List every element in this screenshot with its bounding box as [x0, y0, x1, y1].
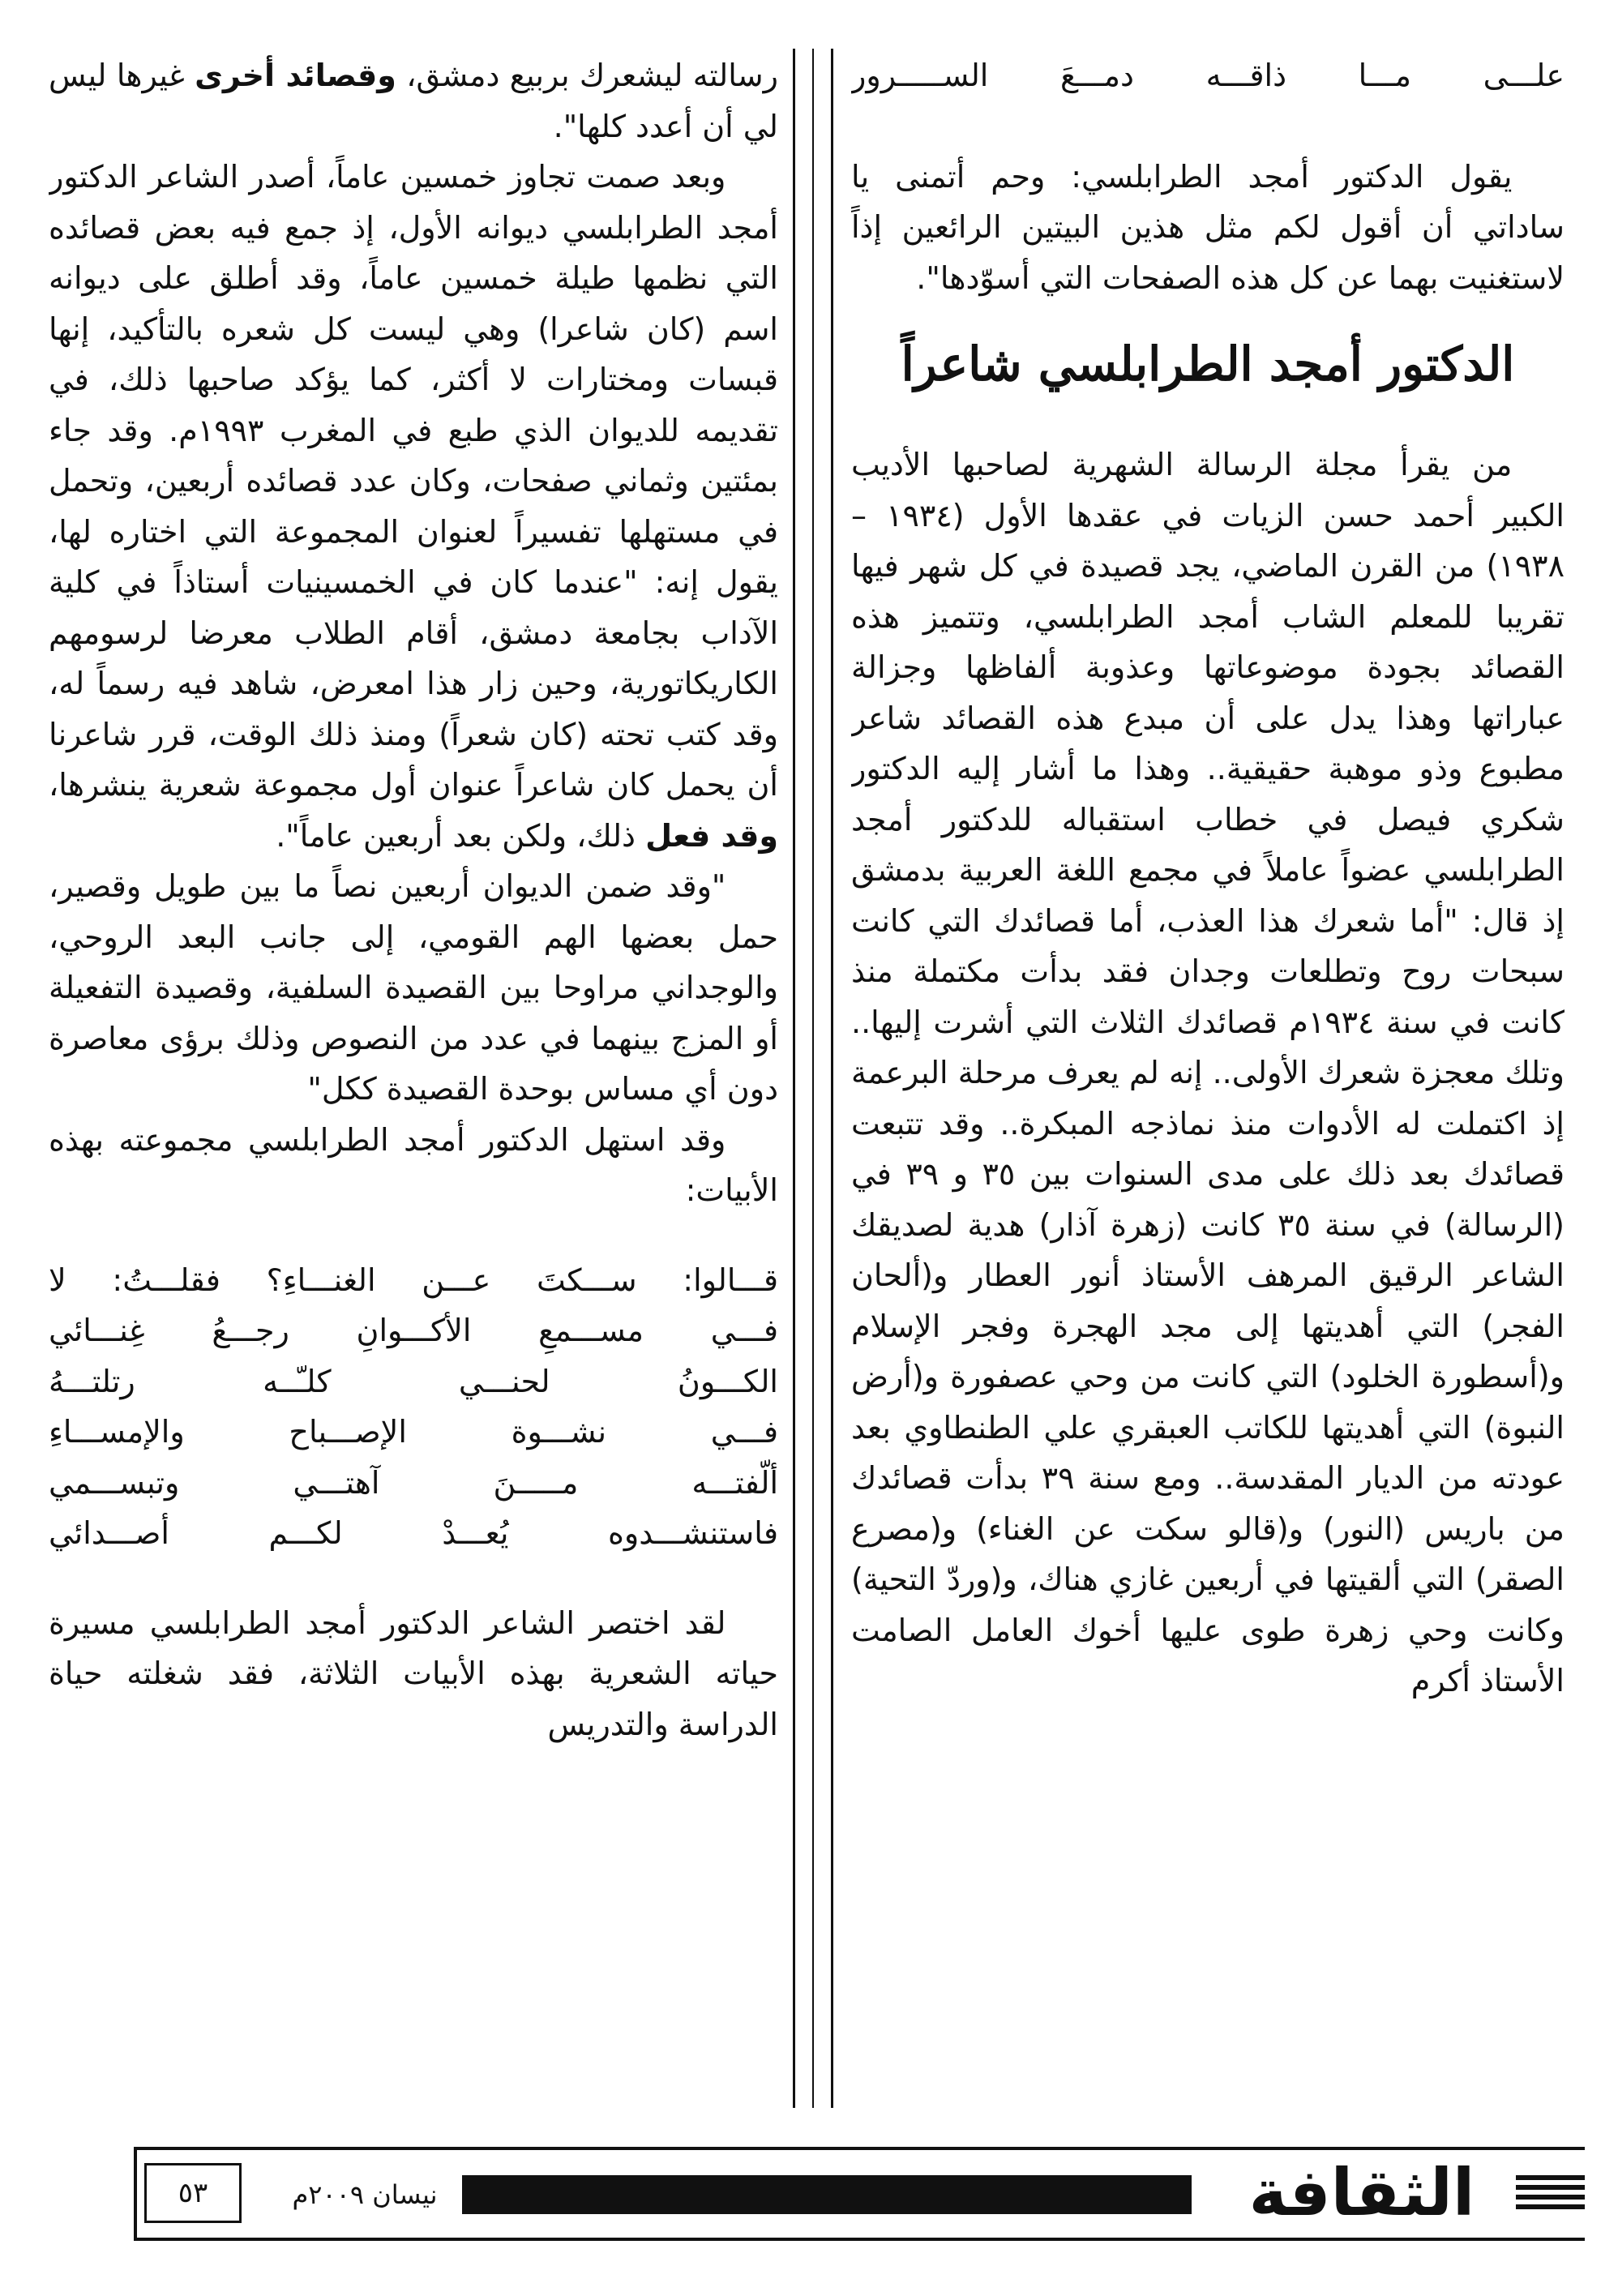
poem-line: قـــالوا: ســـكتَ عـــن الغنـــاءِ؟ فقلـــتُ: لا — [49, 1262, 778, 1298]
left-paragraph-2 — [49, 152, 778, 861]
poem-line: فاستنشـــدوه يُعـــدْ لكـــم أصـــدائي — [49, 1515, 778, 1551]
footer-bracket — [134, 2150, 137, 2238]
poem-block — [49, 1255, 778, 1559]
left-paragraph-4: وقد استهل الدكتور أمجد الطرابلسي مجموعته بهذه الأبيات: — [49, 1121, 778, 1208]
logo-stripes — [1516, 2175, 1585, 2214]
para1-bold-text: وقصائد أخرى — [195, 58, 396, 93]
issue-date: نيسان ٢٠٠٩م — [292, 2179, 438, 2210]
left-paragraph-1 — [49, 50, 778, 152]
right-column — [851, 50, 1564, 2114]
para2-text: وبعد صمت تجاوز خمسين عاماً، أصدر الشاعر الدكتور أمجد الطرابلسي ديوانه الأول، إذ جمع فيه بعض قصائده التي نظمها طيلة خمسين عاماً، وقد أطلق على ديوانه اسم (كان شاعرا) وهي ليست كل شعره بالتأكيد، إنها قبسات ومختارات لا أكثر، كما يؤكد صاحبها ذلك، في تقديمه للديوان الذي طبع في المغرب ١٩٩٣م. وقد جاء بمئتين وثماني صفحات، وكان عدد قصائده أربعين، وتحمل في مستهلها تفسيراً لعنوان المجموعة التي اختاره لها، يقول إنه: "عندما كان في الخمسينيات أستاذاً في كلية الآداب بجامعة دمشق، أقام الطلاب معرضا لرسومهم الكاريكاتورية، وحين زار هذا امعرض، شاهد فيه رسماً له، وقد كتب تحته (كان شعراً) ومنذ ذلك الوقت، قرر شاعرنا أن يحمل كان شاعراً عنوان أول مجموعة شعرية ينشرها، — [49, 159, 778, 803]
page-number: ٥٣ — [144, 2163, 242, 2223]
body-paragraph: من يقرأ مجلة الرسالة الشهرية لصاحبها الأديب الكبير أحمد حسن الزيات في عقدها الأول (١٩٣٤ – ١٩٣٨) من القرن الماضي، يجد قصيدة في كل شهر فيها تقريبا للمعلم الشاب أمجد الطرابلسي، وتتميز هذه القصائد بجودة موضوعاتها وعذوبة ألفاظها وجزالة عباراتها وهذا يدل على أن مبدع هذه القصائد شاعر مطبوع وذو موهبة حقيقية.. وهذا ما أشار إليه الدكتور شكري فيصل في خطاب استقباله للدكتور أمجد الطرابلسي عضواً عاملاً في مجمع اللغة العربية بدمشق إذ قال: "أما شعرك هذا العذب، أما قصائدك التي كانت سبحات روح وتطلعات وجدان فقد بدأت مكتملة منذ كانت في سنة ١٩٣٤م قصائدك الثلاث التي أشرت إليها.. وتلك معجزة شعرك الأولى.. إنه لم يعرف مرحلة البرعمة إذ اكتملت له الأدوات منذ نماذجه المبكرة.. وقد تتبعت قصائدك بعد ذلك على مدى السنوات بين ٣٥ و ٣٩ في (الرسالة) في سنة ٣٥ كانت (زهرة آذار) هدية لصديقك الشاعر الرقيق المرهف الأستاذ أنور العطار و(ألحان الفجر) التي أهديتها إلى مجد الهجرة وفجر الإسلام و(أسطورة الخلود) التي كانت من وحي عصفورة و(أرض النبوة) التي أهديتها للكاتب العبقري علي الطنطاوي بعد عودته من الديار المقدسة.. ومع سنة ٣٩ بدأت قصائدك من باريس (النور) و(قالو سكت عن الغناء) و(مصرع الصقر) التي ألقيتها في أربعين غازي هناك، و(وردّ التحية) وكانت وحي زهرة طوى عليها أخوك العامل الصامت الأستاذ أكرم — [851, 447, 1564, 1698]
left-column — [49, 50, 778, 2114]
poem-line-top: علـــى مـــا ذاقـــه دمـــعَ الســـــرور — [851, 58, 1564, 93]
left-paragraph-3: "وقد ضمن الديوان أربعين نصاً ما بين طويل وقصير، حمل بعضها الهم القومي، إلى جانب البعد الروحي، والوجداني مراوحا بين القصيدة السلفية، وقصيدة التفعيلة أو المزج بينهما في عدد من النصوص وذلك برؤى معاصرة دون أي مساس بوحدة القصيدة ككل" — [49, 868, 778, 1107]
magazine-logo: الثقافة — [1248, 2155, 1475, 2230]
footer-band — [462, 2175, 1192, 2214]
para2-bold-text: وقد فعل — [645, 817, 778, 854]
footer-rule-top — [134, 2147, 1585, 2150]
poem-line: فـــي نشـــوة الإصـــباح والإمســـاءِ — [49, 1414, 778, 1450]
para1-text: رسالته ليشعرك بربيع دمشق، — [396, 58, 778, 93]
poem-line: ألّفتـــه مـــــنَ آهتـــي وتبســـمي — [49, 1464, 778, 1501]
footer-rule-bottom — [134, 2238, 1585, 2241]
para2-rest-text: ذلك، ولكن بعد أربعين عاماً". — [276, 817, 646, 854]
poem-line: الكـــونُ لحنـــي كلـّــه رتلتـــهُ — [49, 1363, 778, 1399]
quote-paragraph: يقول الدكتور أمجد الطرابلسي: وحم أتمنى يا ساداتي أن أقول لكم مثل هذين البيتين الرائعين إذاً لاستغنيت بهما عن كل هذه الصفحات التي أسوّدها". — [851, 158, 1564, 296]
column-divider — [793, 49, 833, 2108]
poem-line: فـــي مســـمعِ الأكـــوانِ رجـــعُ غِنـــائي — [49, 1313, 778, 1348]
section-heading: الدكتور أمجد الطرابلسي شاعراً — [901, 336, 1515, 392]
left-paragraph-5: لقد اختصر الشاعر الدكتور أمجد الطرابلسي مسيرة حياته الشعرية بهذه الأبيات الثلاثة، فقد شغلته حياة الدراسة والتدريس — [49, 1604, 778, 1742]
para1-rest-text: غيرها ليس لي أن أعدد كلها". — [49, 58, 778, 144]
